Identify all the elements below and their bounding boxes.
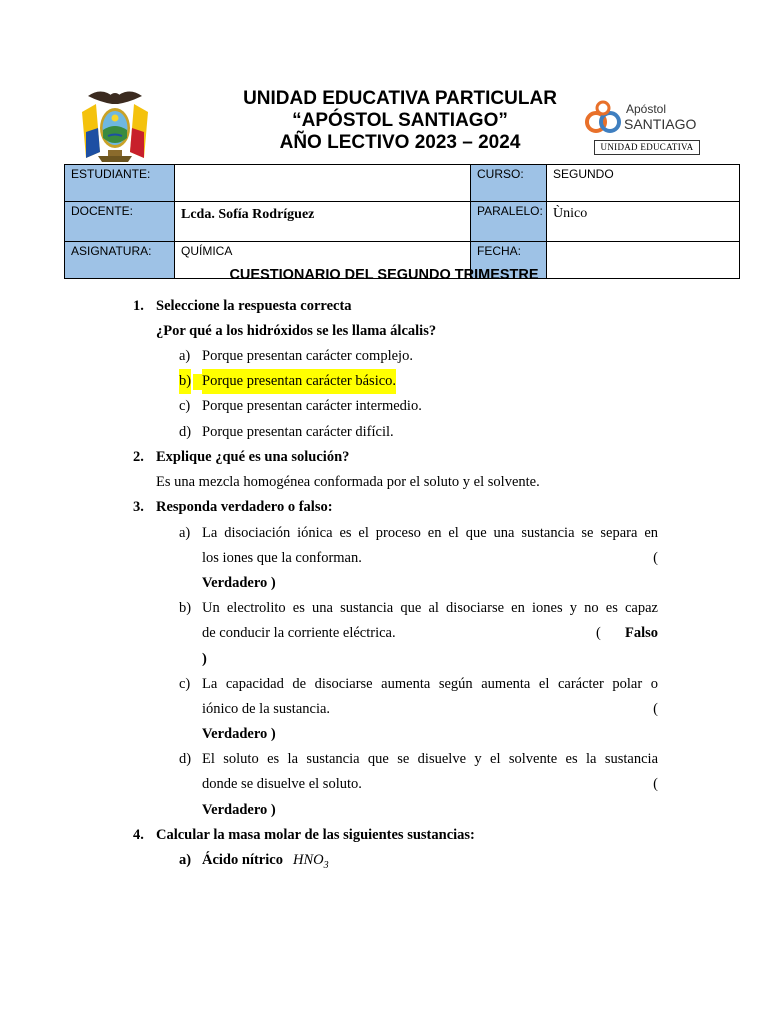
- answer-paren: (: [596, 625, 601, 641]
- student-info-table: [64, 164, 740, 279]
- table-row: [65, 202, 740, 242]
- question-number: 4.: [133, 827, 144, 843]
- item-letter: c): [179, 676, 191, 692]
- school-name-line1: UNIDAD EDUCATIVA PARTICULAR: [243, 88, 557, 109]
- item-line1: La disociación iónica es el proceso en el que una sustancia se separa en: [202, 525, 658, 541]
- item-letter: b): [179, 600, 192, 616]
- question-title: Seleccione la respuesta correcta: [156, 298, 352, 314]
- paralelo-value: Ùnico: [547, 202, 740, 242]
- item-line1: La capacidad de disociarse aumenta según aumenta el carácter polar o: [202, 676, 658, 692]
- school-year-line: AÑO LECTIVO 2023 – 2024: [279, 132, 521, 153]
- item-line2: de conducir la corriente eléctrica.: [202, 625, 396, 641]
- school-header: [200, 88, 600, 154]
- asignatura-value: QUÍMICA: [175, 242, 471, 279]
- question-prompt: ¿Por qué a los hidróxidos se les llama álcalis?: [156, 323, 437, 339]
- option-letter-selected: b): [179, 369, 191, 394]
- option-text: Porque presentan carácter difícil.: [202, 424, 394, 440]
- answer-paren: (: [653, 550, 658, 566]
- answer-text: Verdadero ): [202, 802, 276, 818]
- item-line2: donde se disuelve el soluto.: [202, 776, 362, 792]
- answer-text: Falso: [624, 625, 658, 641]
- logo-word-apostol: Apóstol: [626, 102, 667, 116]
- option-letter: d): [179, 424, 192, 440]
- table-row: [65, 165, 740, 202]
- item-line1: Un electrolito es una sustancia que al disociarse en iones y no es capaz: [202, 600, 658, 616]
- answer-paren: (: [653, 776, 658, 792]
- estudiante-field[interactable]: [175, 165, 471, 202]
- paralelo-label: PARALELO:: [471, 202, 547, 242]
- item-line1: El soluto es la sustancia que se disuelve y el solvente es la sustancia: [202, 751, 658, 767]
- item-letter: d): [179, 751, 192, 767]
- formula-subscript: 3: [323, 859, 329, 871]
- option-text: Porque presentan carácter intermedio.: [202, 398, 422, 414]
- school-logo-mark-icon: [582, 98, 624, 138]
- curso-label: CURSO:: [471, 165, 547, 202]
- question-title: Calcular la masa molar de las siguientes sustancias:: [156, 827, 475, 843]
- docente-value: Lcda. Sofía Rodríguez: [175, 202, 471, 242]
- item-letter: a): [179, 852, 192, 868]
- logo-word-santiago: SANTIAGO: [624, 116, 697, 132]
- option-letter: a): [179, 348, 191, 364]
- school-name-line2: “APÓSTOL SANTIAGO”: [292, 110, 508, 131]
- option-text: Porque presentan carácter complejo.: [202, 348, 413, 364]
- asignatura-label: ASIGNATURA:: [65, 242, 175, 279]
- item-line2: los iones que la conforman.: [202, 550, 362, 566]
- answer-text: Verdadero ): [202, 575, 276, 591]
- answer-paren: (: [653, 701, 658, 717]
- ecuador-coat-of-arms-icon: [78, 82, 152, 166]
- question-title: Explique ¿qué es una solución?: [156, 449, 350, 465]
- logo-tagline: UNIDAD EDUCATIVA: [594, 140, 700, 155]
- question-number: 3.: [133, 499, 144, 515]
- item-letter: a): [179, 525, 191, 541]
- docente-label: DOCENTE:: [65, 202, 175, 242]
- option-text-selected: Porque presentan carácter básico.: [202, 369, 396, 394]
- answer-text: Verdadero ): [202, 726, 276, 742]
- curso-value: SEGUNDO: [547, 165, 740, 202]
- school-logo: [580, 96, 704, 156]
- quiz-title: CUESTIONARIO DEL SEGUNDO TRIMESTRE: [229, 267, 539, 283]
- question-number: 2.: [133, 449, 144, 465]
- question-title: Responda verdadero o falso:: [156, 499, 333, 515]
- question-number: 1.: [133, 298, 144, 314]
- fecha-label: FECHA:: [471, 242, 547, 279]
- option-letter: c): [179, 398, 191, 414]
- answer-close: ): [202, 651, 207, 667]
- formula-main: HNO: [293, 852, 324, 868]
- item-line2: iónico de la sustancia.: [202, 701, 331, 717]
- answer-text: Es una mezcla homogénea conformada por el soluto y el solvente.: [156, 474, 540, 490]
- formula: [293, 848, 329, 878]
- estudiante-label: ESTUDIANTE:: [65, 165, 175, 202]
- item-label: Ácido nítrico: [202, 852, 283, 868]
